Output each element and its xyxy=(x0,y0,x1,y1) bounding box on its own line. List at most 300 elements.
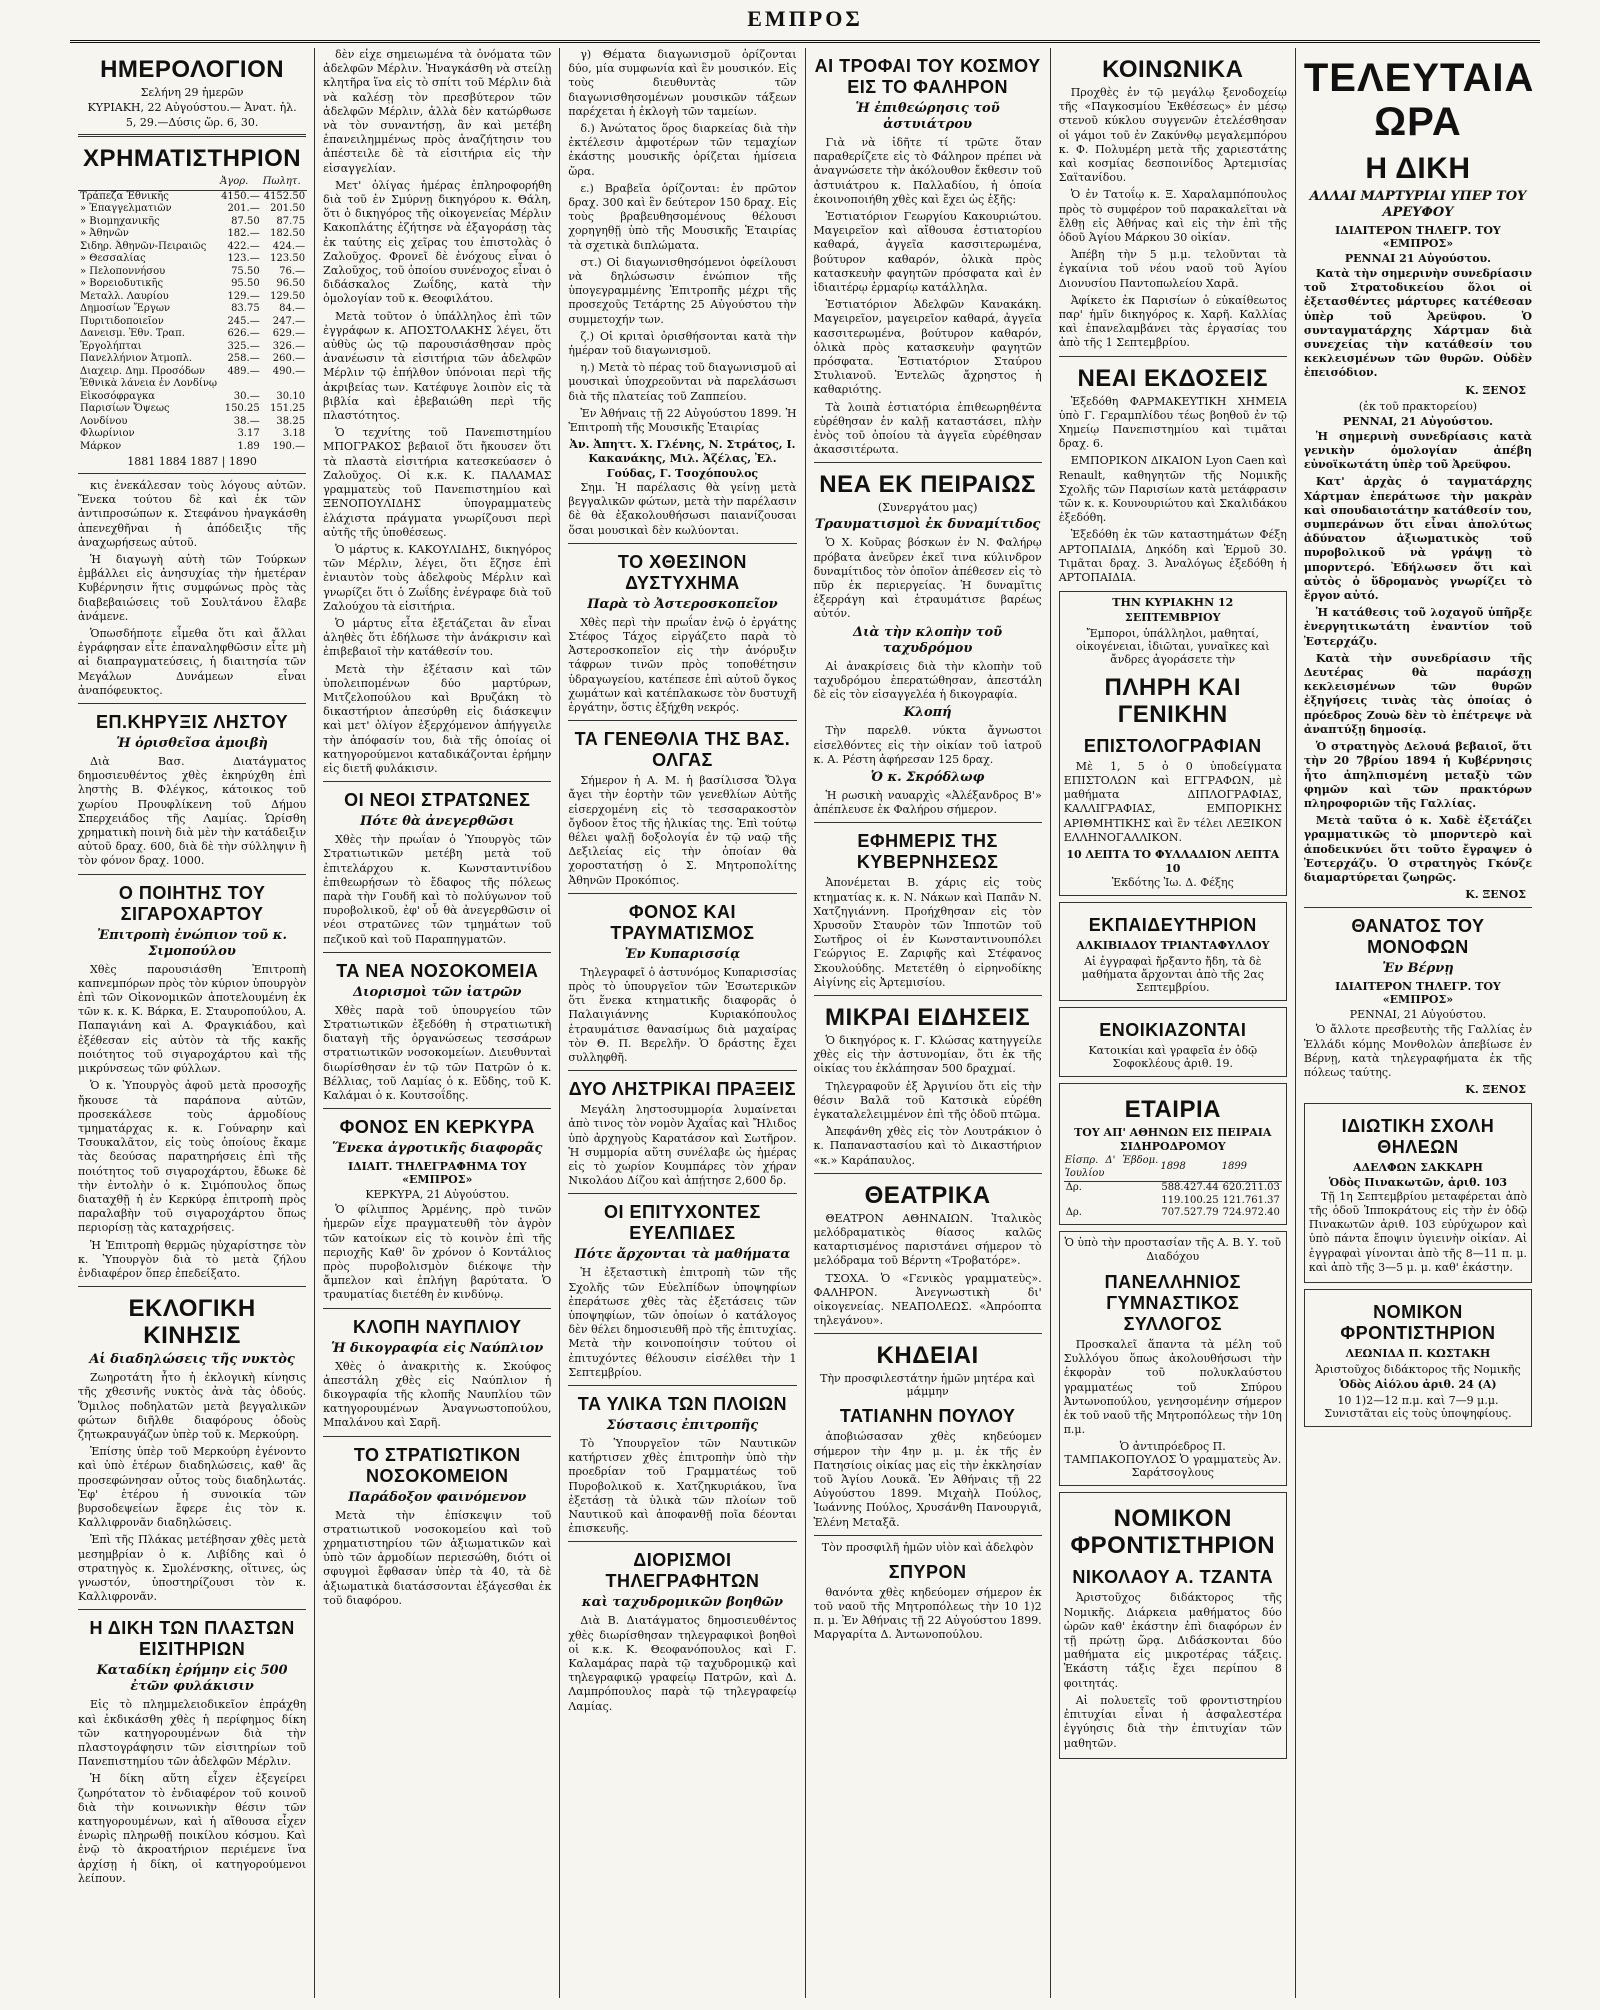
advertisement xyxy=(1304,1289,1532,1427)
market-row-cell: Δημοσίων Ἔργων xyxy=(80,303,171,314)
article-subheadline: Κλοπή xyxy=(903,705,952,721)
article-subheadline: Παράδοξον φαινόμενον xyxy=(348,1489,527,1505)
market-row xyxy=(78,353,307,366)
market-row xyxy=(78,366,307,379)
article-headline: Η ΔΙΚΗ xyxy=(1365,152,1471,185)
article-paragraph: Ἐπίσης ὑπὲρ τοῦ Μερκούρη ἐγένοντο καὶ ὑπὸ ἑτέρων διαδηλώσεις, καθ' ἃς προσεφώνησαν οὗτος τοὺς διαδηλωτάς. Ἐφ' ἑτέρου ἡ συνοικία τῶν βυρσοδεψείων ἔφερε ἐις τὸν κ. Καλλιφρονᾶν διαδηλώσεις. xyxy=(78,1445,307,1530)
calendar-line: Σελήνη 29 ἡμερῶν xyxy=(140,86,244,99)
article-subheadline: Παρὰ τὸ Ἀστεροσκοπεῖον xyxy=(587,596,778,612)
article-headline: ΦΟΝΟΣ ΕΝ ΚΕΡΚΥΡΑ xyxy=(339,1117,535,1138)
article-paragraph: Χθὲς ὁ ἀνακριτὴς κ. Σκούφος ἀπεστάλη χθὲς εἰς Ναύπλιον ἡ δικογραφία τῆς κλοπῆς Ναυπλίου τῶν κατηγορουμένων Ἀναγνωστοπούλου, Μπαλάνου καὶ Σαρῆ. xyxy=(323,1359,552,1430)
market-row-cell: 87.75 xyxy=(276,215,306,227)
divider xyxy=(568,720,796,721)
article-headline: ΝΕΑΙ ΕΚΔΟΣΕΙΣ xyxy=(1077,364,1269,392)
market-row-cell: 489.— xyxy=(227,365,260,377)
article-paragraph: Ὁ δικηγόρος κ. Γ. Κλώσας κατηγγείλε χθὲς εἰς τὴν ἀστυνομίαν, ὅτι ἐκ τῆς οἰκίας του ἐκλάπησαν 500 δραχμαί. xyxy=(813,1033,1042,1076)
market-row-cell: Διαχειρ. Δημ. Προσόδων xyxy=(80,365,206,377)
divider xyxy=(1304,907,1532,908)
market-row-cell: 38.25 xyxy=(276,415,306,427)
article-headline: ΤΑ ΝΕΑ ΝΟΣΟΚΟΜΕΙΑ xyxy=(336,960,539,981)
advertisement xyxy=(1059,1083,1287,1225)
article-subheadline: Ἡ ἐπιθεώρησις τοῦ ἀστυιάτρου xyxy=(855,101,1000,132)
ad-title: ΤΗΝ ΚΥΡΙΑΚΗΝ 12 ΣΕΠΤΕΜΒΡΙΟΥ xyxy=(1112,596,1234,624)
ad-text: Τῇ 1η Σεπτεμβρίου μεταφέρεται ἀπὸ τῆς ὁδοῦ Ἱπποκράτους εἰς τὴν ἐν ὁδῷ Πινακωτῶν ἀριθ. 103 εὐρύχωρον καὶ ὑπὸ πάντα ἔποψιν ὑγιεινὴν οἰκίαν. Αἱ ἐγγραφαὶ γίνονται ἀπὸ τῆς 8—11 π. μ. καὶ ἀπὸ τῆς 3—5 μ. μ. καθ' ἑκάστην. xyxy=(1308,1189,1528,1274)
divider xyxy=(78,473,306,474)
article-paragraph: Ὁ στρατηγὸς Δελουά βεβαιοῖ, ὅτι τὴν 20 7βρίου 1894 ἡ Κυβέρνησις ἦτο ἀπηλπισμένη μεταξὺ τῶν φημῶν καὶ τῶν πρακτόρων πληροφοριῶν τῆς Γαλλίας. xyxy=(1303,740,1533,810)
market-row xyxy=(78,266,307,279)
article-paragraph: Μεγάλη ληστοσυμμορία λυμαίνεται ἀπὸ τινος τὸν νομὸν Ἀχαΐας καὶ Ἤλιδος ὑπὸ ἀρχηγοὺς Καρατάσον καὶ Σωτῆρον. Ἡ συμμορία αὕτη συνέλαβε ὡς ἡμέρας εἰς τὸ χωρίον Κουμπάρες τὸν χήραν Νικολάου Δίζου καὶ ἀπῄτησε 2,600 δρ. xyxy=(568,1103,797,1188)
divider xyxy=(78,703,306,704)
market-row-cell: 129.— xyxy=(227,290,260,302)
divider xyxy=(78,1609,306,1610)
article-paragraph: Ἀφίκετο ἐκ Παρισίων ὁ εὐκαίθεωτος παρ' ἡμῖν δικηγόρος κ. Χαρῆ. Καλλίας καὶ ἐπανελαμβάνει τὰς ἐργασίας του ἀπὸ τῆς 1 Σεπτεμβρίου. xyxy=(1058,293,1287,350)
article-paragraph: Τὸ Ὑπουργεῖον τῶν Ναυτικῶν κατήρτισεν χθὲς ἐπιτροπὴν ὑπὸ τὴν προεδρίαν τοῦ Γραμματέως τοῦ Πυροβολικοῦ κ. Χατζηκυριάκου, ἵνα ἐξετάσῃ τὰ ὑλικὰ τῶν πλοίων τοῦ Ναυτικοῦ καὶ ἀποφανθῇ ποῖα δέονται ἐπισκευῆς. xyxy=(568,1437,797,1536)
divider xyxy=(78,874,306,875)
article-paragraph: η.) Μετὰ τὸ πέρας τοῦ διαγωνισμοῦ αἱ μουσικαὶ ὑποχρεοῦνται νὰ παρελάσωσι διὰ τῆς πλατείας τοῦ Ζαππείου. xyxy=(568,361,797,403)
advertisement xyxy=(1059,591,1287,895)
signatories: Ἀν. Ἀπηττ. Χ. Γλένης, Ν. Στράτος, Ι. Κακανάκης, Μιλ. Ἀζέλας, Ἐλ. Γούδας, Γ. Τσοχόπουλος xyxy=(569,438,796,480)
ad-text: Ἀριστοῦχος διδάκτορος τῆς Νομικῆς xyxy=(1315,1363,1521,1377)
article-paragraph: Αἱ ἀνακρίσεις διὰ τὴν κλοπὴν τοῦ ταχυδρόμου ἐπερατώθησαν, ἀπεστάλη δὲ εἰς τὸν εἰσαγγελέα ἡ δικογραφία. xyxy=(813,659,1042,702)
article-paragraph: Κατὰ τὴν συνεδρίασιν τῆς Δευτέρας θὰ παράσχῃ κεκλεισμένων τῶν θυρῶν ἐξηγήσεις τινὰς τὰς ὁποίας ὁ πρόεδρος Ζουὼ δὲν τὸ ἐπέτρεψε νὰ ἀναπτύξῃ δημοσίᾳ. xyxy=(1303,651,1533,736)
divider xyxy=(568,1541,796,1542)
source-note: (ἐκ τοῦ πρακτορείου) xyxy=(1358,399,1478,413)
article-subheadline: Διὰ τὴν κλοπὴν τοῦ ταχυδρόμου xyxy=(853,624,1003,656)
article-paragraph: Τὴν παρελθ. νύκτα ἄγνωστοι εἰσελθόντες εἰς τὴν οἰκίαν τοῦ ἰατροῦ κ. Α. Ρέστη ἀφήρεσαν 125 δραχ. xyxy=(813,724,1042,766)
revenue-table-body xyxy=(1064,1182,1282,1220)
article-paragraph: γ) Θέματα διαγωνισμοῦ ὁρίζονται δύο, μία συμφωνία καὶ ἓν μουσικόν. Εἰς τοὺς διευθυντὰς τῶν διαγωνισθησομένων μουσικῶν τάξεων παρέχεται ἡ ἐκλογὴ τῶν ταμείων. xyxy=(568,48,797,118)
article-paragraph: Χθὲς τὴν πρωΐαν ὁ Ὑπουργὸς τῶν Στρατιωτικῶν μετέβη μετὰ τοῦ ἐπιτελάρχου κ. Κωνσταντινίδου ἐπιθεωρήσων τὸ ἔδαφος τῆς πόλεως παρὰ τὴν Γουδῆ καὶ τὸ πολύγωνον τοῦ πυροβολικοῦ, ἐφ' οὗ θὰ ἀνεγερθῶσιν οἱ νέοι στρατῶνες τῶν τμημάτων τοῦ πεζικοῦ καὶ τοῦ Παραπηγματῶν. xyxy=(323,833,552,946)
market-col-buy: Ἀγορ. xyxy=(219,175,262,190)
ad-title: ΝΟΜΙΚΟΝ ΦΡΟΝΤΙΣΤΗΡΙΟΝ xyxy=(1070,1505,1276,1560)
article-paragraph: Ἡ σημερινὴ συνεδρίασις κατὰ γενικὴν ὁμολογίαν ἀπέβη εὐνοϊκωτάτη ὑπὲρ τοῦ Ἀρεϋφου. xyxy=(1303,429,1533,472)
article-paragraph: Ὁ ἄλλοτε πρεσβευτὴς τῆς Γαλλίας ἐν Ἑλλάδι κόμης Μονθολὼν ἀπεβίωσε ἐν Βέρνῃ, κατὰ τηλεγραφήματα ἐκ τῆς πόλεως ταύτης. xyxy=(1303,1023,1533,1079)
article-subheadline: ΑΛΛΑΙ ΜΑΡΤΥΡΙΑΙ ΥΠΕΡ ΤΟΥ ΑΡΕΥΦΟΥ xyxy=(1309,189,1527,220)
market-row-cell: 30.— xyxy=(233,390,260,402)
market-row-cell: 3.17 xyxy=(237,428,260,439)
article-subheadline: Ἐπιτροπὴ ἐνώπιον τοῦ κ. Σιμοπούλου xyxy=(97,927,288,959)
signature: Κ. ΞΕΝΟΣ xyxy=(1465,383,1527,397)
revenue-row-cell: Δρ. xyxy=(1065,1207,1082,1219)
funeral-name: ΤΑΤΙΑΝΗΝ ΠΟΥΛΟΥ xyxy=(839,1406,1016,1427)
market-row-cell: 84.— xyxy=(279,303,306,314)
market-row-cell: 30.10 xyxy=(276,390,306,402)
column-5 xyxy=(1051,48,1296,1998)
dateline: ΚΕΡΚΥΡΑ, 21 Αὐγούστου. xyxy=(365,1188,510,1202)
article-headline: ΚΗΔΕΙΑΙ xyxy=(876,1342,979,1370)
article-headline: ΤΑ ΓΕΝΕΘΛΙΑ ΤΗΣ ΒΑΣ. ΟΛΓΑΣ xyxy=(574,729,791,771)
market-row-cell: 1.89 xyxy=(237,440,260,452)
article-headline: ΔΥΟ ΛΗΣΤΡΙΚΑΙ ΠΡΑΞΕΙΣ xyxy=(568,1079,797,1100)
telegram-line: ΙΔΙΑΙΤΕΡΟΝ ΤΗΛΕΓΡ. ΤΟΥ «ΕΜΠΡΟΣ» xyxy=(1335,980,1501,1007)
revenue-row-cell: 620.211.03 xyxy=(1222,1182,1280,1194)
article-paragraph: ΕΜΠΟΡΙΚΟΝ ΔΙΚΑΙΟΝ Lyon Caen καὶ Renault, καθηγητῶν τῆς Νομικῆς Σχολῆς τῶν Παρισίων κατὰ μετάφρασιν τῶν κ. κ. Κουνουριώτου καὶ Σκαλιδάκου ἐξεδόθη. xyxy=(1058,454,1287,525)
revenue-col-1898: 1898 xyxy=(1159,1154,1220,1182)
divider xyxy=(814,822,1042,823)
market-row xyxy=(78,190,307,203)
market-row-cell: 75.50 xyxy=(231,265,260,277)
article-paragraph: Ἐπὶ τῆς Πλάκας μετέβησαν χθὲς μετὰ μεσημβρίαν ὁ κ. Λιβίδης καὶ ὁ στρατηγὸς κ. Σμολένσκης, οἵτινες, ὡς γνωστόν, ὑποστηρίζουσι τὸν κ. Καλλιφρονᾶν. xyxy=(78,1533,307,1604)
divider xyxy=(568,1070,796,1071)
ad-name: ΛΕΩΝΙΔΑ Π. ΚΩΣΤΑΚΗ xyxy=(1345,1346,1491,1360)
divider xyxy=(814,1535,1042,1536)
market-table xyxy=(78,175,307,453)
market-row-cell: Μάρκον xyxy=(80,440,122,452)
market-row-cell: 123.50 xyxy=(270,253,306,264)
market-row-cell: 38.— xyxy=(233,415,260,427)
article-paragraph: δὲν εἶχε σημειωμένα τὰ ὀνόματα τῶν ἀδελφῶν Μέρλιν. Ἠναγκάσθη νὰ στείλῃ κλητῆρα ἵνα εἰς τὸ σπίτι τοῦ Μέρλιν διὰ νὰ καλέσῃ τὸν πρεσβύτερον τῶν ἀδελφῶν Μέρλιν, ἀλλὰ δὲν κατώρθωσε νὰ τὸν συναντήσῃ, ἂν καὶ μετέβη ἐπανειλημμένως πρὸς ἀναζήτησιν του ἀπέστειλε δὲ τὰ εἰσιτήρια εἰς τὴν εἰσαγγελίαν. xyxy=(323,48,552,175)
article-paragraph: Τηλεγραφεῖ ὁ ἀστυνόμος Κυπαρισσίας πρὸς τὸ ὑπουργεῖον τῶν Ἐσωτερικῶν ὅτι ἕνεκα κτηματικῆς διαφορᾶς ὁ Παλαιγιάννης Κυριακόπουλος ἐτραυμάτισε θανασίμως διὰ μαχαίρας τὸν Θ. Π. Βερελῆν. Ὁ δράστης ἔχει συλληφθῆ. xyxy=(568,965,797,1064)
article-headline: ΚΛΟΠΗ ΝΑΥΠΛΙΟΥ xyxy=(353,1316,522,1337)
article-paragraph: Διὰ Βασ. Διατάγματος δημοσιευθέντος χθὲς ἐκηρύχθη ἐπὶ ληστὴς Β. Φλέγκος, κάτοικος τοῦ χωρίου Προυφλίκενη τοῦ Δήμου Σπερχειάδος τῆς Λαμίας. Ὡρίσθη χρηματικὴ ποινὴ διὰ μὲν τὴν κατάδειξιν αὐτοῦ δραχ. 600, διὰ δὲ τὴν σύλληψιν ἢ τὸν φόνον δραχ. 1000. xyxy=(78,755,307,868)
divider xyxy=(568,1385,796,1386)
article-paragraph: Μετὰ τὴν ἐπίσκεψιν τοῦ στρατιωτικοῦ νοσοκομείου καὶ τοῦ χρηματιστηρίου τῶν ἀξιωματικῶν καὶ ὑπὸ τῶν ἀρμοδίων περιεσώθη, διότι οἱ σφυγμοὶ ἔφθασαν ὑπὲρ τὰ 40, τὰ δὲ ἀξιωματικὰ διατάσσονται ἐξάγεσθαι ἐκ τοῦ διαφόρου. xyxy=(323,1508,552,1607)
article-paragraph: θανόντα χθὲς κηδεύομεν σήμερον ἐκ τοῦ ναοῦ τῆς Μητροπόλεως τὴν 10 1)2 π. μ. Ἐν Ἀθήναις τῇ 22 Αὐγούστου 1899. Μαργαρίτα Δ. Ἀντωνοπούλου. xyxy=(813,1585,1042,1642)
divider xyxy=(323,952,551,953)
article-paragraph: Ἀπονέμεται Β. χάρις εἰς τοὺς κτηματίας κ. κ. Ν. Νάκων καὶ Παπᾶν Ν. Χατζηγιάννη. Προήχθησαν εἰς τὸν Χρυσοῦν Σταυρὸν τῶν Ἱπποτῶν τοῦ Σωτῆρος οἱ ἐν Κωνσταντινουπόλει Γεώργιος Ε. Ζαριφῆς καὶ Στέφανος Σκουλούδης. Μετετέθη ὁ εἰρηνοδίκης Αἰγίνης εἰς Ἀρτεμισίου. xyxy=(813,876,1042,989)
article-subheadline: Ὁ κ. Σκρόδλωφ xyxy=(870,769,985,785)
ad-text: Μὲ 1, 5 ὀ 0 ὑποδείγματα ΕΠΙΣΤΟΛΩΝ καὶ ΕΓΓΡΑΦΩΝ, μὲ μαθήματα ΔΙΠΛΟΓΡΑΦΙΑΣ, ΚΑΛΛΙΓΡΑΦΙΑΣ, ΕΜΠΟΡΙΚΗΣ ΑΡΙΘΜΗΤΙΚΗΣ καὶ ἓν τέλει ΛΕΞΙΚΟΝ ΕΛΛΗΝΟΓΑΛΛΙΚΟΝ. xyxy=(1063,759,1282,844)
revenue-row-cell xyxy=(1064,1195,1160,1208)
ad-name: ΑΔΕΛΦΩΝ ΣΑΚΚΑΡΗ xyxy=(1353,1161,1483,1175)
divider xyxy=(814,995,1042,996)
article-subheadline: Πότε ἄρχονται τὰ μαθήματα xyxy=(574,1247,791,1263)
market-row-cell: » Πελοποννήσου xyxy=(80,265,166,277)
article-headline: ΕΚΛΟΓΙΚΗ ΚΙΝΗΣΙΣ xyxy=(128,1295,256,1350)
market-row xyxy=(78,241,307,254)
article-subheadline: Αἱ διαδηλώσεις τῆς νυκτὸς xyxy=(89,1352,295,1368)
article-paragraph: Τηλεγραφοῦν ἐξ Ἀργινίου ὅτι εἰς τὴν θέσιν Βαλᾶ τοῦ Κατσικὰ εὑρέθη ἐγκαταλελειμμένον ἐπὶ τῆς ὁδοῦ πτῶμα. xyxy=(813,1079,1042,1121)
column-2 xyxy=(315,48,560,1998)
market-row-cell: Δανεισμ. Ἐθν. Τραπ. xyxy=(80,328,185,339)
article-subheadline: Ἡ δικογραφία εἰς Ναύπλιον xyxy=(331,1340,544,1356)
market-row-cell: Παρισίων Ὄψεως xyxy=(80,403,170,414)
article-paragraph: Ζωηροτάτη ἦτο ἡ ἐκλογικὴ κίνησις τῆς χθεσινῆς νυκτὸς ἀνὰ τὰς ὁδούς. Ὅμιλος ποδηλατῶν μετὰ βεγγαλικῶν φώτων διῆλθε διαφόρους ὁδοὺς ζητωκραυγάζων ὑπὲρ τοῦ κ. Μερκούρη. xyxy=(78,1371,307,1441)
market-row-cell: 325.— xyxy=(227,340,260,352)
market-row xyxy=(78,316,307,329)
market-row xyxy=(78,378,307,391)
article-paragraph: Γιὰ νὰ ἰδῆτε τί τρῶτε ὅταν παραθερίζετε εἰς τὸ Φάληρον πρέπει νὰ ἀναγνώσετε τὴν ἀκόλουθον ἔκθεσιν τοῦ ἀστυιάτρου κ. Παλλαδίου, ἡ ὁποία ἐκοινοποιήθη χθὲς καὶ ἔχει ὡς ἑξῆς: xyxy=(813,136,1042,206)
market-row-cell: 201.50 xyxy=(270,203,306,214)
divider xyxy=(323,1108,551,1109)
market-row-cell: 260.— xyxy=(272,353,306,364)
article-paragraph: Ἐστιατόριον Γεωργίου Κακουριώτου. Μαγειρεῖον καὶ αἴθουσα ἐστιατορίου καθαρά, ἀγγεῖα κασσιτερωμένα, βούτυρον καθαρόν, ὁλικὰ πρὸς κατασκευὴν φαγητῶν πρόσφατα καὶ ἐν ἰδιαιτέρῳ ἐρμαρίῳ κατάλληλα. xyxy=(813,210,1042,295)
market-row xyxy=(78,428,307,441)
article-paragraph: Ὁ ἐν Τατοΐῳ κ. Ξ. Χαραλαμπόπουλος πρὸς τὸ συμφέρον τοῦ παρακαλεῖται νὰ ἔλθῃ εἰς Ἀθήνας καὶ εἰς τὴν ἐπὶ τῆς ὁδοῦ Ἀγίου Μάρκου 30 οἰκίαν. xyxy=(1058,188,1287,245)
divider xyxy=(323,1308,551,1309)
ad-title: ΙΔΙΩΤΙΚΗ ΣΧΟΛΗ ΘΗΛΕΩΝ xyxy=(1341,1116,1495,1158)
article-byline: (Συνεργάτου μας) xyxy=(877,501,978,515)
market-row-cell xyxy=(262,378,307,391)
market-row xyxy=(78,391,307,404)
article-subheadline: Ἐν Κυπαρισσίᾳ xyxy=(624,946,741,962)
revenue-row-cell: 707.527.79 xyxy=(1161,1207,1219,1219)
revenue-col-1899: 1899 xyxy=(1221,1154,1282,1182)
divider xyxy=(78,1286,306,1287)
article-paragraph: Ἡ ἐξεταστικὴ ἐπιτροπὴ τῶν τῆς Σχολῆς τῶν Εὐελπίδων ὑποψηφίων ἐπεράτωσε χθὲς τὰς ἐξετάσεις τῶν ὑποψηφίων, τῶν ὁποίων ὁ κατάλογος δὲν θέλει δημοσιευθῆ πρὸ τῆς ἐπιτυχίας. Μετὰ τὴν κοινοποίησιν τούτου οἱ ἐπιτυχόντες θέλουσιν εἰσέλθει τὴν 1 Σεπτεμβρίου. xyxy=(568,1266,797,1379)
ad-signature: Ὁ ἀντιπρόεδρος Π. ΤΑΜΠΑΚΟΠΟΥΛΟΣ Ὁ γραμματεὺς Ἀν. Σαράτσογλους xyxy=(1064,1440,1282,1480)
market-row xyxy=(78,403,307,416)
article-paragraph: Ὁ τεχνίτης τοῦ Πανεπιστημίου ΜΠΟΓΡΑΚΟΣ βεβαιοῖ ὅτι ἤκουσεν ὅτι τὰ πλαστὰ εἰσιτήρια κατεσκεύασεν ὁ Ζαλοῦχος. Οἱ κ.κ. Κ. ΠΑΛΑΜΑΣ γραμματεὺς τοῦ Πανεπιστημίου καὶ ΞΕΝΟΠΟΥΛΙΔΗΣ ὑπογραμματεὺς ἐλάχιστα πράγματα γνωρίζουσι περὶ αὐτῆς τῆς ὑποθέσεως. xyxy=(323,426,552,539)
revenue-table-header xyxy=(1064,1154,1282,1182)
advertisement xyxy=(1059,902,1287,1001)
market-row-cell: Ἐργολήπται xyxy=(80,340,142,352)
market-row-cell: 150.25 xyxy=(224,403,260,414)
revenue-row xyxy=(1064,1182,1282,1195)
article-paragraph: Μετὰ τοῦτον ὁ ὑπάλληλος ἐπὶ τῶν ἐγγράφων κ. ΑΠΟΣΤΟΛΑΚΗΣ λέγει, ὅτι αὐθὺς ὡς τῷ παρουσιάσθησαν πρὸς ἀνανέωσιν τὰ εἰσιτήρια τῶν ἀδελφῶν Μέρλιν τῷ ἐπήλθον ὑπόνοιαι περὶ τῆς ἀκριβείας των. Κατέφυγε λοιπὸν εἰς τὰ βιβλία καὶ ἐβεβαιώθη περὶ τῆς πλαστότητος. xyxy=(323,309,552,423)
market-row-cell: 424.— xyxy=(272,240,306,252)
advertisement xyxy=(1059,1492,1287,1758)
article-headline: ΤΟ ΧΘΕΣΙΝΟΝ ΔΥΣΤΥΧΗΜΑ xyxy=(617,551,747,593)
revenue-col-label: Εἰσπρ. Δ' Ἑβδομ. Ἰουλίου xyxy=(1064,1154,1160,1182)
market-row xyxy=(78,341,307,354)
ad-name: ΑΛΚΙΒΙΑΔΟΥ ΤΡΙΑΝΤΑΦΥΛΛΟΥ xyxy=(1076,938,1270,952)
market-row xyxy=(78,253,307,266)
market-row-cell: 182.— xyxy=(227,228,260,239)
telegram-line: ΙΔΙΑΙΤΕΡΟΝ ΤΗΛΕΓΡ. ΤΟΥ «ΕΜΠΡΟΣ» xyxy=(1335,224,1501,250)
article-paragraph: Ὁ μάρτυς κ. ΚΑΚΟΥΛΙΔΗΣ, δικηγόρος τῶν Μέρλιν, λέγει, ὅτι ἔζησε ἐπὶ ἐνιαυτὸν τοὺς ἀδελφοὺς Μέρλιν καὶ γνωρίζει ὅτι ὁ Ζωΐδης ἐνέγραφε διὰ τοῦ Ζαλούχου τὰ εἰσιτήρια. xyxy=(323,542,552,613)
article-paragraph: Ἡ δίκη αὕτη εἶχεν ἐξεγείρει ζωηρότατον τὸ ἐνδιαφέρον τοῦ κοινοῦ διὰ τὴν κοινωνικὴν θέσιν τῶν κατηγορουμένων, καὶ ἡ αἴθουσα εἶχεν ἐνωρὶς πληρωθῇ ποικίλου κόσμου. Καὶ ἐνῷ τὸ ἀκροατήριον περιέμενε ἵνα ἀρχίσῃ ἡ δίκη, οἱ κατηγορούμενοι λείπουν. xyxy=(78,1772,307,1885)
market-row-cell: Φλωρίνιον xyxy=(80,428,135,439)
market-row-cell: 629.— xyxy=(272,328,306,339)
article-paragraph: Ὁ φίλιππος Ἀρμένης, πρὸ τινῶν ἡμερῶν εἶχε πραγματευθῆ τὸν ἀγρὸν τῶν κατοίκων εἰς τὸ κοινὸν ἐπὶ τῆς περιοχῆς Καθ' ὃν χρόνον ὁ Κοντάλιος πρὸς πυροβολισμὸν διέκοψε τὴν ἄμπελον καὶ ἐπλήγη βαρύτατα. Ὁ τραυματίας διετέθη ἐν κινδύνῳ. xyxy=(323,1203,552,1302)
article-headline: ΚΟΙΝΩΝΙΚΑ xyxy=(1102,56,1244,83)
article-headline: ΦΟΝΟΣ ΚΑΙ ΤΡΑΥΜΑΤΙΣΜΟΣ xyxy=(610,901,755,943)
article-paragraph: Ἀπεφάνθη χθὲς εἰς τὸν Λουτράκιον ὁ κ. Παπαναστασίου καὶ τὸ Δικαστήριον «κ.» Καράπαυλος. xyxy=(813,1125,1042,1167)
column-3 xyxy=(560,48,805,1998)
ad-text: Ἔμποροι, ὑπάλληλοι, μαθηταί, οἰκογένειαι, ἰδιῶται, γυναῖκες καὶ ἄνδρες ἀγοράσετε τὴν xyxy=(1075,626,1270,666)
ad-text: Αἱ πολυετεῖς τοῦ φροντιστηρίου ἐπιτυχίαι εἶναι ἡ ἀσφαλεστέρα ἐγγύησις διὰ τὴν ἐπιτυχίαν τῶν μαθητῶν. xyxy=(1063,1693,1282,1750)
article-subheadline: Τραυματισμοὶ ἐκ δυναμίτιδος xyxy=(814,517,1041,533)
market-row-cell: Εἰκοσόφραγκα xyxy=(80,390,155,402)
ad-name: ΝΙΚΟΛΑΟΥ Α. ΤΖΑΝΤΑ xyxy=(1072,1567,1274,1588)
article-headline: ΑΙ ΤΡΟΦΑΙ ΤΟΥ ΚΟΣΜΟΥ ΕΙΣ ΤΟ ΦΑΛΗΡΟΝ xyxy=(814,56,1041,97)
article-paragraph: Διὰ Β. Διατάγματος δημοσιευθέντος χθὲς διωρίσθησαν τηλεγραφικοὶ βοηθοὶ οἱ κ.κ. Κ. Θεοφανόπουλος καὶ Γ. Καλαμάρας παρὰ τῷ ταχυδρομικῷ καὶ τηλεγραφικῷ γραφείῳ Πατρῶν, καὶ Δ. Λαμπρόπουλος παρὰ τῷ τηλεγραφείῳ Λαμίας. xyxy=(568,1614,797,1713)
article-headline: ΤΟ ΣΤΡΑΤΙΩΤΙΚΟΝ ΝΟΣΟΚΟΜΕΙΟΝ xyxy=(353,1444,521,1486)
article-paragraph: Χθὲς παρουσιάσθη Ἐπιτροπὴ καπνεμπόρων πρὸς τὸν κύριον ὑπουργὸν ἐπὶ τῶν Οἰκονομικῶν ἀποτελουμένη ἐκ τῶν κ. κ. Κ. Βάρκα, Ε. Σταυροπούλου, Α. Παπαγιάνη καὶ Α. Φραγκιάδου, καὶ ἐξέθεσαν εἰς αὐτὸν τὰ τῆς κακῆς ποιότητος τοῦ σιγαροχάρτου καὶ τῆς μικρύνσεως τῶν φύλλων. xyxy=(78,962,307,1076)
market-row-cell: Μεταλλ. Λαυρίου xyxy=(80,290,169,302)
divider xyxy=(1059,356,1287,357)
market-row-cell: » Βιομηχανικῆς xyxy=(80,215,160,227)
article-subheadline: Ἕνεκα ἀγροτικῆς διαφορᾶς xyxy=(332,1141,543,1157)
ad-name: ΠΑΝΕΛΛΗΝΙΟΣ ΓΥΜΝΑΣΤΙΚΟΣ ΣΥΛΛΟΓΟΣ xyxy=(1104,1272,1241,1335)
advertisement xyxy=(1059,1231,1287,1487)
article-paragraph: Ἐξεδόθη ἐκ τῶν καταστημάτων Φέξη ΑΡΤΟΠΑΙΔΙΑ, Δηκόδη καὶ Ἑρμοῦ 30. Τιμᾶται δραχ. 3. Ἀναλόγως ἐξεδόθη ἡ ΑΡΤΟΠΑΙΔΙΑ. xyxy=(1058,528,1287,585)
article-paragraph: Κατ' ἀρχὰς ὁ ταγματάρχης Χάρτμαν ἐπεράτωσε τὴν μακρὰν καὶ σπουδαιοτάτην κατάθεσίν του, συμπεράνων ὅτι εἶναι ἀπολύτως ἀδύνατον ἀξιωματικὸς τοῦ πυροβολικοῦ νὰ γράψῃ τὸ μπορντερό. Ἐδήλωσεν ὅτι καὶ αὐτὸς ὁ ὕδρομανὸς γνωρίζει τὸ ἔργον αὐτό. xyxy=(1303,475,1533,603)
market-row-cell: » Ἐπαγγελματιῶν xyxy=(80,203,172,214)
article-paragraph: ΘΕΑΤΡΟΝ ΑΘΗΝΑΙΩΝ. Ἰταλικὸς μελόδραματικὸς θίασος καλῶς καταρτισμένος παριστάνει σήμερον τὸ μελόδραμα τοῦ Βέρντη «Τροβατόρε». xyxy=(813,1211,1042,1268)
market-row-cell: » Βορειοδυτικῆς xyxy=(80,278,164,289)
market-row-cell: Πανελλήνιον Ἀτμοπλ. xyxy=(80,353,193,364)
divider xyxy=(568,893,796,894)
advertisement xyxy=(1059,1007,1287,1077)
article-paragraph: Ὁ Χ. Κοῦρας βόσκων ἐν Ν. Φαλήρῳ πρόβατα ἀνεῦρεν ἐκεῖ τινα κύλινδρον δυναμίτιδος τὸν ὁποῖον ἀπέθεσεν εἰς τὸ πῦρ ἐκ περιεργείας. Ἡ δυναμῖτις ἐξερράγη καὶ ἐτραυμάτισε βαρέως αὐτόν. xyxy=(813,536,1042,621)
market-row-cell: 96.50 xyxy=(276,278,306,289)
market-col-sell: Πωλητ. xyxy=(262,175,307,190)
revenue-row xyxy=(1064,1207,1282,1220)
article-subheadline: Διορισμοὶ τῶν ἰατρῶν xyxy=(353,984,522,1000)
revenue-row-cell: 121.761.37 xyxy=(1222,1194,1280,1206)
article-paragraph: Ἐξεδόθη ΦΑΡΜΑΚΕΥΤΙΚΗ ΧΗΜΕΙΑ ὑπὸ Γ. Γεραμπλίδου τέως βοηθοῦ ἐν τῷ Χημείῳ Πανεπιστημίου καὶ τιμᾶται δραχ. 6. xyxy=(1058,394,1287,451)
signature: Κ. ΞΕΝΟΣ xyxy=(1465,1083,1527,1097)
market-row-cell: 326.— xyxy=(272,340,306,352)
market-row-cell: 490.— xyxy=(272,365,306,377)
article-paragraph: Μετὰ τὴν ἐξέτασιν καὶ τῶν ὑπολειπομένων δύο μαρτύρων, Μιτζελοπούλου καὶ Βρυζάκη τὸ δικαστήριον ἀπεσύρθη εἰς διάσκεψιν καὶ μετ' ὀλίγον ἐξερχόμενον ἀπήγγειλε τὴν ἀπόφασίν του, διὰ τῆς ὁποίας οἱ κατηγορούμενοι καταδικάζονται ἐρήμην εἰς διετῆ φυλάκισιν. xyxy=(323,662,552,775)
article-paragraph: Χθὲς περὶ τὴν πρωΐαν ἐνῷ ὁ ἐργάτης Στέφος Τάχος εἰργάζετο παρὰ τὸ Ἀστεροσκοπεῖον εἰς τὴν ἀνόρυξιν τάφρων τινῶν πρὸς τοποθέτησιν ὑδραγωγείου, κατέπεσε ἐπὶ αὐτοῦ ὄγκος χωμάτων καὶ κατέπλακωσε τὸν δυστυχῆ ἐργάτην, ὅστις ἐξήχθη νεκρός. xyxy=(568,615,797,714)
ad-text: Ἀριστοῦχος διδάκτορος τῆς Νομικῆς. Διάρκεια μαθήματος δύο ὡρῶν καθ' ἑκάστην ἐπὶ διαφόρων ἐν τῇ πρώτῃ ὥρᾳ. Διδάσκονται δύο μαθήματα εἰς μικροτέρας τάξεις. Ἑκάστη τάξις ἔχει περίπου 8 φοιτητάς. xyxy=(1063,1591,1282,1690)
column-4 xyxy=(806,48,1051,1998)
article-paragraph: Χθὲς παρὰ τοῦ ὑπουργείου τῶν Στρατιωτικῶν ἐξεδόθη ἡ στρατιωτικὴ διαταγὴ τῆς ὀργανώσεως τεσσάρων στρατιωτικῶν νοσοκομείων. Διευθυνταὶ διωρίσθησαν ἐν τῷ τῶν Πατρῶν ὁ κ. Βέλλιας, τοῦ Λαμίας ὁ κ. Εὔδης, τοῦ Κ. Καλάμαι ὁ κ. Κουτσοΐδης. xyxy=(323,1003,552,1102)
article-paragraph: Μετὰ ταῦτα ὁ κ. Χαδὲ ἐξετάζει γραμματικῶς τὸ μπορντερὸ καὶ ἀποδεικνύει ὅτι τοῦτο ἔγραψεν ὁ Ἐστερχάζυ. Ὁ στρατηγὸς Γκόνζε διαμαρτύρεται ζωηρῶς. xyxy=(1303,814,1533,884)
article-paragraph: κις ἐνεκάλεσαν τοὺς λόγους αὐτῶν. Ἕνεκα τούτου δὲ καὶ ἐκ τῶν ἀντιπροσώπων κ. Στεφάνου ἠναγκάσθη ἀπενεχθῆναι ἡ ἀπόδειξις τῆς ἀναχωρήσεως αὐτοῦ. xyxy=(78,479,307,549)
market-row-cell: 247.— xyxy=(272,315,306,327)
article-paragraph: Ὁπωσδήποτε εἶμεθα ὅτι καὶ ἄλλαι ἐγράφησαν εἶτε ἐπαναληφθῶσιν εἶτε μὴ αἱ διαπραγματεύσεις, ἡ διαιτησία τῶν Μεγάλων Δυνάμεων εἶναι ἀναπόφευκτος. xyxy=(78,627,307,697)
market-col-name xyxy=(78,175,219,190)
funeral-name: ΣΠΥΡΟΝ xyxy=(888,1561,967,1582)
telegram-line: ΙΔΙΑΙΤ. ΤΗΛΕΓΡΑΦΗΜΑ ΤΟΥ «ΕΜΠΡΟΣ» xyxy=(347,1160,527,1187)
article-headline: ΔΙΟΡΙΣΜΟΙ ΤΗΛΕΓΡΑΦΗΤΩΝ xyxy=(605,1550,760,1592)
calendar-heading: ΗΜΕΡΟΛΟΓΙΟΝ xyxy=(100,56,285,83)
article-headline: ΤΑ ΥΛΙΚΑ ΤΩΝ ΠΛΟΙΩΝ xyxy=(577,1394,788,1415)
article-paragraph: δ.) Ἀνώτατος ὅρος διαρκείας διὰ τὴν ἐκτέλεσιν ἀμφοτέρων τῶν τεμαχίων ἑκάστης μουσικῆς ὁρίζεται ἡμίσεια ὥρα. xyxy=(568,122,797,178)
market-row-cell: 83.75 xyxy=(231,303,260,314)
revenue-row-cell: Δρ. xyxy=(1065,1182,1082,1194)
market-row-cell: 626.— xyxy=(227,328,260,339)
article-paragraph: ε.) Βραβεῖα ὁρίζονται: ἐν πρῶτον δραχ. 300 καὶ ἓν δεύτερον 150 δραχ. Εἰς τοὺς βραβευθησομένους θέλουσι χορηγηθῇ ὑπὸ τῆς Μουσικῆς Ἑταιρίας τὰ σχετικὰ διπλώματα. xyxy=(568,181,797,252)
market-table-header xyxy=(78,175,307,190)
article-paragraph: Ἀπέβη τὴν 5 μ.μ. τελοῦνται τὰ ἐγκαίνια τοῦ νέου ναοῦ τοῦ Ἁγίου Διονυσίου Παντοπωλείου Χαρᾶ. xyxy=(1058,248,1287,290)
article-note: Σημ. Ἡ παρέλασις θὰ γείνῃ μετὰ βεγγαλικῶν φώτων, μετὰ τὴν παρέλασιν δὲ θὰ ἐξακολουθήσωσι παιανίζουσαι ὅσαι μουσικαὶ δὲν κωλύονται. xyxy=(568,480,797,537)
article-paragraph: ζ.) Οἱ κριταὶ ὀρισθήσονται κατὰ τὴν ἡμέραν τοῦ διαγωνισμοῦ. xyxy=(568,329,797,358)
revenue-row-cell: 119.100.25 xyxy=(1161,1194,1219,1206)
article-paragraph: στ.) Οἱ διαγωνισθησόμενοι ὀφείλουσι νὰ δηλώσωσιν ἐνώπιον τῆς ὑπογεγραμμένης Ἐπιτροπῆς μέχρι τῆς προσεχοῦς Τετάρτης 25 Αὐγούστου τὴν συμμετοχήν των. xyxy=(568,255,797,326)
market-heading: ΧΡΗΜΑΤΙΣΤΗΡΙΟΝ xyxy=(83,145,302,172)
market-row-cell: 87.50 xyxy=(231,215,260,227)
market-row-cell: Πυριτιδοποιεῖον xyxy=(80,315,164,327)
market-row-cell xyxy=(219,378,262,391)
market-row-cell: 190.— xyxy=(272,440,306,452)
market-row-cell: 95.50 xyxy=(231,278,260,289)
signature: Κ. ΞΕΝΟΣ xyxy=(1465,888,1527,902)
ad-title: ΕΤΑΙΡΙΑ xyxy=(1124,1095,1221,1123)
article-headline: ΘΑΝΑΤΟΣ ΤΟΥ ΜΟΝΟΦΩΝ xyxy=(1351,916,1485,958)
dateline: ΡΕΝΝΑΙ, 21 Αὐγούστου. xyxy=(1342,414,1493,428)
article-paragraph: ΤΣΟΧΑ. Ὁ «Γενικὸς γραμματεὺς». ΦΑΛΗΡΟΝ. Ἀνεγνωστικὴ δι' οἰκογενείας. ΝΕΑΠΟΛΕΩΣ. «Ἀπρόοπτα τηλεγάνου». xyxy=(813,1271,1042,1328)
article-paragraph: Ἡ κατάθεσις τοῦ λοχαγοῦ ὑπῆρξε ἐνεργητικωτάτη ἐναντίον τοῦ Ἐστερχάζυ. xyxy=(1303,606,1533,648)
ad-subheadline: ΕΠΙΣΤΟΛΟΓΡΑΦΙΑΝ xyxy=(1083,735,1262,756)
article-paragraph: Ὁ μάρτυς εἶτα ἐξετάζεται ἂν εἶναι ἀληθὲς ὅτι ἐδήλωσε τὴν ἀνάκρισιν καὶ ἐπιβεβαιοῖ τὴν κατάθεσίν του. xyxy=(323,616,552,659)
ad-text: Κατοικίαι καὶ γραφεῖα ἐν ὁδῷ Σοφοκλέους ἀριθ. 19. xyxy=(1088,1043,1258,1070)
article-paragraph: ἀποβιώσασαν χθὲς κηδεύομεν σήμερον τὴν 4ην μ. μ. ἐκ τῆς ἐν Πατησίοις οἰκίας μας εἰς τὴν ἐκκλησίαν τοῦ Ἁγίου Λουκᾶ. Ἐν Ἀθήναις τῇ 22 Αὐγούστου 1899. Μιχαὴλ Πούλος, Ἰωάννης Πούλος, Χρυσάνθη Πανουργιᾶ, Ἑλένη Μεταξᾶ. xyxy=(813,1430,1042,1529)
article-headline: Η ΔΙΚΗ ΤΩΝ ΠΛΑΣΤΩΝ ΕΙΣΙΤΗΡΙΩΝ xyxy=(89,1618,295,1660)
divider xyxy=(568,543,796,544)
article-headline: ΝΕΑ ΕΚ ΠΕΙΡΑΙΩΣ xyxy=(819,471,1036,499)
revenue-row-cell: 724.972.40 xyxy=(1222,1207,1280,1219)
divider xyxy=(814,1173,1042,1174)
market-row-cell: Σιδηρ. Ἀθηνῶν-Πειραιῶς xyxy=(80,240,207,252)
article-paragraph: Προχθὲς ἐν τῷ μεγάλῳ ξενοδοχείῳ τῆς «Παγκοσμίου Ἐκθέσεως» ἐν μέσῳ στενοῦ κύκλου συγγενῶν ἐτελέσθησαν οἱ γάμοι τοῦ ἐν Ζακύνθῳ μεγαλεμπόρου κ. Φ. Πολυμέρη μετὰ τῆς χαριεστάτης καὶ κοσμίας δεσποινίδος Ἀρτεμισίας Σαϊτανίδου. xyxy=(1058,86,1287,185)
ad-price: 10 ΛΕΠΤΑ ΤΟ ΦΥΛΛΑΔΙΟΝ ΛΕΠΤΑ 10 xyxy=(1066,847,1280,876)
market-row-cell: 245.— xyxy=(227,315,260,327)
column-1 xyxy=(70,48,315,1998)
ad-headline: ΠΛΗΡΗ ΚΑΙ ΓΕΝΙΚΗΝ xyxy=(1104,673,1242,728)
market-row-cell: 151.25 xyxy=(270,403,306,414)
market-row xyxy=(78,303,307,316)
market-row-cell: 422.— xyxy=(227,240,260,252)
article-headline: ΕΦΗΜΕΡΙΣ ΤΗΣ ΚΥΒΕΡΝΗΣΕΩΣ xyxy=(856,831,999,873)
article-paragraph: Εἰς τὸ πλημμελειοδικεῖον ἐπράχθη καὶ ἐκδικάσθη χθὲς ἡ περίφημος δίκη τῶν κατηγορουμένων διὰ τὴν πλαστογράφησιν τῶν εἰσιτηρίων τοῦ Πανεπιστημίου τῶν ἀδελφῶν Μέρλιν. xyxy=(78,1698,307,1769)
dateline: ΡΕΝΝΑΙ 21 Αὐγούστου. xyxy=(1344,252,1491,265)
market-row xyxy=(78,416,307,429)
ad-title: Ὁ ὑπὸ τὴν προστασίαν τῆς Α. Β. Υ. τοῦ Διαδόχου xyxy=(1064,1235,1282,1263)
calendar-line: 5, 29.—Δύσις ὥρ. 6, 30. xyxy=(125,116,259,129)
ad-text: Προσκαλεῖ ἅπαντα τὰ μέλη τοῦ Συλλόγου ὅπως ἀκολουθήσωσι τὴν ἐκφορὰν τοῦ πολυκλαύστου γραμματέως τοῦ Σπύρου Ἀντωνοπούλου, γενησομένην σήμερον ἐκ τοῦ ναοῦ τῆς Μητροπόλεως τὴν 10η π.μ. xyxy=(1063,1338,1282,1437)
article-subheadline: καὶ ταχυδρομικῶν βοηθῶν xyxy=(581,1595,784,1611)
market-row-cell: Τράπεζα Ἐθνικῆς xyxy=(80,190,169,202)
divider xyxy=(323,781,551,782)
ad-publisher: Ἐκδότης Ἰω. Δ. Φέξης xyxy=(1111,876,1234,890)
article-paragraph: Ἐν Ἀθήναις τῇ 22 Αὐγούστου 1899. Ἡ Ἐπιτροπὴ τῆς Μουσικῆς Ἑταιρίας xyxy=(568,406,797,435)
article-headline: ΜΙΚΡΑΙ ΕΙΔΗΣΕΙΣ xyxy=(825,1003,1031,1031)
article-subheadline: Ἐν Βέρνῃ xyxy=(1382,961,1454,977)
market-row-cell: Ἐθνικὰ λάνεια ἐν Λονδίνῳ xyxy=(80,378,218,389)
market-row-cell: 258.— xyxy=(227,353,260,364)
article-headline: ΟΙ ΕΠΙΤΥΧΟΝΤΕΣ ΕΥΕΛΠΙΔΕΣ xyxy=(604,1202,761,1244)
revenue-row xyxy=(1064,1195,1282,1208)
calendar-line: ΚΥΡΙΑΚΗ, 22 Αὐγούστου.— Ἀνατ. ἡλ. xyxy=(87,101,297,114)
market-row xyxy=(78,278,307,291)
divider xyxy=(568,1193,796,1194)
market-row xyxy=(78,216,307,229)
ad-title: ΝΟΜΙΚΟΝ ΦΡΟΝΤΙΣΤΗΡΙΟΝ xyxy=(1340,1301,1496,1343)
article-headline: ΕΠ.ΚΗΡΥΞΙΣ ΛΗΣΤΟΥ xyxy=(95,712,289,733)
market-row-cell: 123.— xyxy=(227,253,260,264)
market-row-cell: 129.50 xyxy=(270,290,306,302)
ad-title: ΕΚΠΑΙΔΕΥΤΗΡΙΟΝ xyxy=(1088,914,1257,935)
article-paragraph: Κατὰ τὴν σημερινὴν συνεδρίασιν τοῦ Στρατοδικείου ὅλοι οἱ ἐξετασθέντες μάρτυρες κατέθεσαν ὑπὲρ τοῦ Ἀρεϋφου. Ὁ συνταγματάρχης Χάρτμαν διὰ συνεχείας τὴν κατάθεσίν του κεκλεισμένων τῶν θυρῶν. Οὐδὲν ἐπεισόδιον. xyxy=(1303,267,1533,380)
article-subheadline: Ἡ ὁρισθεῖσα ἀμοιβὴ xyxy=(116,736,268,752)
newspaper-columns xyxy=(70,48,1540,1998)
ad-text: 10 1)2—12 π.μ. καὶ 7—9 μ.μ. Συνιστᾶται εἰς τοὺς ὑποψηφίους. xyxy=(1324,1394,1512,1421)
funeral-text: Τὴν προσφιλεστάτην ἡμῶν μητέρα καὶ μάμμην xyxy=(820,1372,1036,1399)
divider xyxy=(814,1333,1042,1334)
funeral-text: Τὸν προσφιλῆ ἡμῶν υἱὸν καὶ ἀδελφὸν xyxy=(821,1540,1034,1554)
column-6 xyxy=(1296,48,1540,1998)
market-row-cell: Λονδίνου xyxy=(80,415,128,427)
market-row xyxy=(78,291,307,304)
article-paragraph: Ἡ Ἐπιτροπὴ θερμῶς ηὐχαρίστησε τὸν κ. Ὑπουργὸν διὰ τὸ μετὰ ζήλου ἐνδιαφέρον ὅπερ ἐπεδείξατο. xyxy=(78,1238,307,1280)
article-subheadline: Πότε θὰ ἀνεγερθῶσι xyxy=(360,814,515,830)
market-row-cell: 4152.50 xyxy=(263,190,306,202)
last-hour-heading: ΤΕΛΕΥΤΑΙΑ ΩΡΑ xyxy=(1303,56,1535,144)
market-row xyxy=(78,203,307,216)
market-row-cell: 4150.— xyxy=(221,190,260,202)
article-subheadline: Καταδίκη ἐρήμην εἰς 500 ἐτῶν φυλάκισιν xyxy=(96,1663,288,1695)
market-row-cell: 182.50 xyxy=(270,228,306,239)
article-paragraph: Τὰ λοιπὰ ἐστιατόρια ἐπιθεωρηθέντα εὑρέθησαν ἐν καλῇ καταστάσει, πλὴν ἑνὸς τοῦ ὁποίου τὰ ἀγγεῖα εὑρέθησαν ἀκασσιτέρωτα. xyxy=(813,400,1042,457)
article-paragraph: Ἡ ρωσικὴ ναυαρχὶς «Ἀλέξανδρος Β'» ἀπέπλευσε ἐκ Φαλήρου σήμερον. xyxy=(813,788,1042,817)
masthead xyxy=(70,6,1540,43)
loans-line: 1881 1884 1887 | 1890 xyxy=(127,455,257,468)
divider xyxy=(78,134,306,137)
ad-text: Αἱ ἐγγραφαὶ ἤρξαντο ἤδη, τὰ δὲ μαθήματα ἄρχονται ἀπὸ τῆς 2ας Σεπτεμβρίου. xyxy=(1081,954,1264,994)
article-paragraph: Ἐστιατόριον Ἀδελφῶν Κανακάκη. Μαγειρεῖον, μαγειρεῖον καθαρά, ἀγγεῖα κασσιτερωμένα, βούτυρον καθαρόν, ὁλικὰ πρὸς κατασκευὴν φαγητῶν πρόσφατα. Ἐστιατόριον Σταύρου Στυλιανοῦ. Ἐντελῶς ἄχρηστος ἡ καθαριότης. xyxy=(813,298,1042,397)
market-row-cell: 76.— xyxy=(279,265,306,277)
article-paragraph: Ὁ κ. Ὑπουργὸς ἀφοῦ μετὰ προσοχῆς ἤκουσε τὰ παράπονα αὐτῶν, προσεκάλεσε τοὺς ἁρμοδίους τμηματάρχας κ. κ. Γούναρην καὶ Τσουκαλᾶτον, εἰς τοὺς ὁποίους ἔκαμε τὰς δεούσας παρατηρήσεις ἐπὶ τῆς ποιότητος τοῦ σιγαροχάρτου, ἔδωκε δὲ τὴν ἐντολὴν ὁ κ. Σιμόπουλος ὅπως διαταχθῇ ἡ ἐν Κερκύρᾳ ἐπιτροπὴ πρὸς παραλαβὴν τοῦ σιγαροχάρτου ὅπως περιορίσῃ τὰς καταχρήσεις. xyxy=(78,1079,307,1235)
article-paragraph: Ἡ διαγωγὴ αὐτὴ τῶν Τούρκων ἐμβάλλει εἰς ἀνησυχίας τὴν ἡμετέραν Κυβέρνησιν ἥτις συμφώνως πρὸς τὰς διαβεβαιώσεις τοῦ Σουλτάνου ἔλαβε ἀνάμενε. xyxy=(78,553,307,623)
ad-title: ΕΝΟΙΚΙΑΖΟΝΤΑΙ xyxy=(1099,1019,1247,1040)
masthead-title: ΕΜΠΡΟΣ xyxy=(747,6,863,31)
